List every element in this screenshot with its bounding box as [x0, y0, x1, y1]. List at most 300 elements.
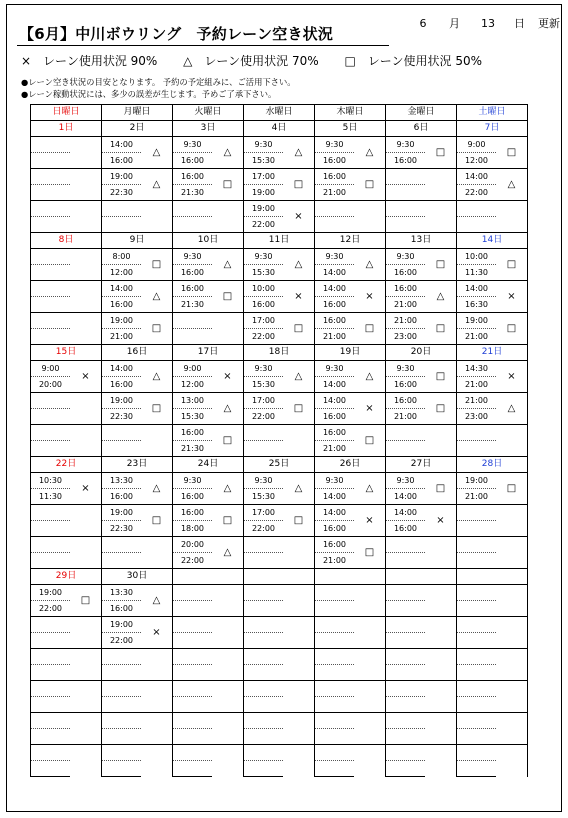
- slot-end-time: 14:00: [386, 489, 426, 505]
- slot-status: [212, 649, 244, 681]
- slot-end-time: 15:30: [173, 409, 213, 425]
- slot-start-time: [386, 169, 426, 185]
- update-day-unit: 日: [514, 17, 525, 30]
- slot-status: □: [141, 393, 173, 425]
- date-row: [31, 233, 528, 249]
- slot-end-time: [386, 441, 426, 457]
- slot-end-time: [457, 761, 497, 777]
- slot-start-time: [386, 745, 426, 761]
- slot-start-time: 17:00: [244, 313, 284, 329]
- slot-end-time: 23:00: [457, 409, 497, 425]
- slot-start-time: 19:00: [102, 393, 142, 409]
- slot-start-time: [31, 617, 71, 633]
- slot-start-time: [102, 537, 142, 553]
- slot-end-time: 21:30: [173, 185, 213, 201]
- slot-end-time: 21:00: [102, 329, 142, 345]
- slot-start-time: 16:00: [315, 537, 355, 553]
- slot-end-time: [31, 761, 71, 777]
- slot-status: [425, 585, 457, 617]
- date-cell: 30日: [102, 569, 173, 585]
- slot-row-start: [31, 473, 528, 489]
- slot-status: [283, 585, 315, 617]
- slot-end-time: 12:00: [102, 265, 142, 281]
- slot-end-time: 16:00: [315, 409, 355, 425]
- notes: [21, 76, 296, 100]
- slot-end-time: 16:00: [315, 521, 355, 537]
- update-month: 6: [419, 17, 427, 30]
- slot-status: [283, 649, 315, 681]
- slot-status: [496, 505, 528, 537]
- slot-end-time: 22:00: [31, 601, 71, 617]
- slot-start-time: [31, 249, 71, 265]
- slot-end-time: [31, 329, 71, 345]
- slot-end-time: 21:00: [315, 553, 355, 569]
- slot-end-time: 19:00: [244, 185, 284, 201]
- slot-status: [283, 745, 315, 777]
- slot-end-time: [31, 633, 71, 649]
- slot-end-time: [386, 665, 426, 681]
- date-cell: 28日: [457, 457, 528, 473]
- slot-status: [425, 713, 457, 745]
- slot-start-time: 17:00: [244, 505, 284, 521]
- slot-end-time: [386, 697, 426, 713]
- slot-end-time: [386, 185, 426, 201]
- slot-status: □: [425, 137, 457, 169]
- slot-end-time: [102, 761, 142, 777]
- slot-status: [496, 201, 528, 233]
- slot-start-time: [173, 681, 213, 697]
- slot-status: [496, 425, 528, 457]
- slot-status: [212, 201, 244, 233]
- date-cell: 7日: [457, 121, 528, 137]
- slot-status: [70, 537, 102, 569]
- slot-status: △: [212, 473, 244, 505]
- slot-end-time: 15:30: [244, 265, 284, 281]
- slot-start-time: [315, 201, 355, 217]
- slot-status: [141, 681, 173, 713]
- slot-start-time: [173, 617, 213, 633]
- slot-end-time: [457, 697, 497, 713]
- slot-start-time: 13:30: [102, 473, 142, 489]
- slot-start-time: [457, 505, 497, 521]
- slot-end-time: 21:00: [457, 489, 497, 505]
- slot-start-time: [457, 681, 497, 697]
- slot-status: △: [283, 249, 315, 281]
- slot-start-time: [173, 585, 213, 601]
- slot-status: △: [496, 393, 528, 425]
- note-2: ●レーン稼動状況には、多少の誤差が生じます。予めご了承下さい。: [21, 89, 277, 99]
- slot-end-time: [102, 665, 142, 681]
- slot-start-time: 14:00: [457, 281, 497, 297]
- slot-start-time: 14:00: [386, 505, 426, 521]
- slot-end-time: 14:00: [315, 489, 355, 505]
- slot-start-time: 14:00: [457, 169, 497, 185]
- slot-status: [70, 649, 102, 681]
- slot-end-time: [31, 697, 71, 713]
- slot-start-time: [457, 201, 497, 217]
- date-cell: [315, 569, 386, 585]
- slot-start-time: 21:00: [386, 313, 426, 329]
- slot-end-time: 12:00: [457, 153, 497, 169]
- slot-status: □: [425, 393, 457, 425]
- slot-end-time: 21:00: [315, 441, 355, 457]
- slot-end-time: 22:00: [244, 217, 284, 233]
- slot-start-time: 19:00: [102, 313, 142, 329]
- slot-end-time: 16:30: [457, 297, 497, 313]
- date-cell: 23日: [102, 457, 173, 473]
- slot-start-time: 9:30: [315, 249, 355, 265]
- slot-end-time: [173, 697, 213, 713]
- slot-start-time: [244, 617, 284, 633]
- slot-status: △: [283, 473, 315, 505]
- slot-row-start: [31, 201, 528, 217]
- slot-end-time: [244, 633, 284, 649]
- date-cell: [173, 569, 244, 585]
- slot-status: △: [283, 361, 315, 393]
- slot-status: ×: [141, 617, 173, 649]
- slot-start-time: [386, 649, 426, 665]
- slot-start-time: 16:00: [173, 169, 213, 185]
- slot-end-time: 16:00: [386, 377, 426, 393]
- slot-end-time: 22:00: [244, 329, 284, 345]
- slot-status: ×: [212, 361, 244, 393]
- slot-status: △: [283, 137, 315, 169]
- slot-start-time: [102, 201, 142, 217]
- slot-end-time: 11:30: [457, 265, 497, 281]
- slot-end-time: 21:00: [315, 329, 355, 345]
- slot-end-time: [244, 729, 284, 745]
- slot-status: □: [212, 425, 244, 457]
- legend-full: × レーン使用状況 90%: [21, 54, 158, 68]
- slot-end-time: 16:00: [102, 153, 142, 169]
- slot-start-time: [244, 537, 284, 553]
- slot-start-time: 17:00: [244, 169, 284, 185]
- slot-end-time: [315, 217, 355, 233]
- slot-end-time: 14:00: [315, 377, 355, 393]
- slot-end-time: 16:00: [386, 521, 426, 537]
- slot-start-time: [31, 313, 71, 329]
- slot-status: □: [212, 505, 244, 537]
- slot-status: [70, 137, 102, 169]
- slot-start-time: [173, 649, 213, 665]
- slot-start-time: [457, 649, 497, 665]
- slot-end-time: 16:00: [173, 265, 213, 281]
- slot-status: [70, 617, 102, 649]
- slot-end-time: [31, 665, 71, 681]
- slot-status: □: [496, 137, 528, 169]
- slot-status: [283, 425, 315, 457]
- slot-start-time: 9:30: [315, 361, 355, 377]
- slot-row-start: [31, 745, 528, 761]
- slot-row-start: [31, 681, 528, 697]
- slot-status: [141, 201, 173, 233]
- slot-status: [425, 537, 457, 569]
- slot-status: □: [283, 393, 315, 425]
- slot-start-time: 13:00: [173, 393, 213, 409]
- slot-start-time: [173, 201, 213, 217]
- slot-start-time: 8:00: [102, 249, 142, 265]
- slot-status: [70, 745, 102, 777]
- slot-status: ×: [283, 281, 315, 313]
- slot-start-time: 19:00: [31, 585, 71, 601]
- slot-start-time: 9:30: [386, 361, 426, 377]
- slot-status: □: [283, 313, 315, 345]
- slot-status: △: [425, 281, 457, 313]
- slot-start-time: [102, 681, 142, 697]
- slot-status: △: [141, 169, 173, 201]
- slot-start-time: [315, 713, 355, 729]
- slot-end-time: [315, 697, 355, 713]
- slot-end-time: 22:00: [244, 409, 284, 425]
- slot-start-time: [102, 745, 142, 761]
- slot-status: [496, 713, 528, 745]
- slot-start-time: 9:30: [315, 473, 355, 489]
- slot-status: [70, 681, 102, 713]
- slot-status: [141, 537, 173, 569]
- calendar-table: [30, 104, 528, 777]
- slot-row-start: [31, 281, 528, 297]
- slot-end-time: 16:00: [102, 489, 142, 505]
- slot-end-time: 16:00: [102, 377, 142, 393]
- slot-start-time: [244, 745, 284, 761]
- slot-status: [283, 681, 315, 713]
- slot-status: △: [141, 585, 173, 617]
- slot-start-time: [102, 713, 142, 729]
- slot-status: [70, 313, 102, 345]
- slot-end-time: [386, 601, 426, 617]
- slot-start-time: 16:00: [315, 425, 355, 441]
- slot-end-time: [173, 729, 213, 745]
- slot-status: □: [70, 585, 102, 617]
- slot-status: [425, 745, 457, 777]
- slot-row-start: [31, 393, 528, 409]
- slot-start-time: 9:30: [244, 249, 284, 265]
- note-1: ●レーン空き状況の目安となります。 予約の予定組みに、ご活用下さい。: [21, 77, 296, 87]
- slot-start-time: [31, 201, 71, 217]
- slot-status: □: [141, 313, 173, 345]
- slot-start-time: [315, 617, 355, 633]
- date-cell: 10日: [173, 233, 244, 249]
- date-cell: 5日: [315, 121, 386, 137]
- slot-end-time: [173, 217, 213, 233]
- slot-start-time: [457, 537, 497, 553]
- slot-status: [70, 201, 102, 233]
- slot-start-time: 14:00: [102, 361, 142, 377]
- slot-start-time: 19:00: [102, 505, 142, 521]
- slot-end-time: [31, 729, 71, 745]
- legend: [21, 52, 504, 69]
- slot-status: △: [354, 361, 386, 393]
- update-month-unit: 月: [449, 17, 460, 30]
- slot-start-time: 16:00: [315, 313, 355, 329]
- slot-status: ×: [354, 393, 386, 425]
- slot-status: [212, 681, 244, 713]
- slot-start-time: [386, 681, 426, 697]
- slot-end-time: [386, 633, 426, 649]
- slot-start-time: [457, 425, 497, 441]
- slot-status: □: [212, 169, 244, 201]
- slot-end-time: [315, 601, 355, 617]
- slot-end-time: 21:30: [173, 441, 213, 457]
- slot-end-time: 15:30: [244, 153, 284, 169]
- date-cell: 11日: [244, 233, 315, 249]
- slot-start-time: 21:00: [457, 393, 497, 409]
- slot-status: [283, 537, 315, 569]
- slot-start-time: [315, 649, 355, 665]
- slot-start-time: [386, 713, 426, 729]
- date-cell: 3日: [173, 121, 244, 137]
- slot-end-time: 22:30: [102, 185, 142, 201]
- slot-status: ×: [496, 281, 528, 313]
- slot-end-time: [315, 729, 355, 745]
- slot-end-time: 16:00: [386, 153, 426, 169]
- update-label: 更新: [538, 17, 560, 30]
- date-cell: 4日: [244, 121, 315, 137]
- slot-end-time: 20:00: [31, 377, 71, 393]
- legend-busy: △ レーン使用状況 70%: [183, 54, 319, 68]
- slot-status: △: [212, 537, 244, 569]
- slot-status: [70, 505, 102, 537]
- slot-start-time: 9:30: [173, 137, 213, 153]
- slot-end-time: [173, 761, 213, 777]
- slot-status: [496, 537, 528, 569]
- slot-start-time: [244, 681, 284, 697]
- slot-start-time: 9:30: [315, 137, 355, 153]
- slot-status: ×: [283, 201, 315, 233]
- slot-start-time: [31, 649, 71, 665]
- slot-start-time: 19:00: [244, 201, 284, 217]
- slot-end-time: [386, 729, 426, 745]
- slot-start-time: 16:00: [173, 505, 213, 521]
- date-cell: 17日: [173, 345, 244, 361]
- slot-end-time: [386, 761, 426, 777]
- date-cell: 26日: [315, 457, 386, 473]
- slot-end-time: [31, 297, 71, 313]
- slot-start-time: [173, 745, 213, 761]
- slot-status: □: [212, 281, 244, 313]
- slot-end-time: 18:00: [173, 521, 213, 537]
- slot-end-time: [31, 521, 71, 537]
- slot-status: [70, 169, 102, 201]
- date-row: [31, 457, 528, 473]
- slot-start-time: 19:00: [102, 169, 142, 185]
- slot-start-time: 16:00: [386, 393, 426, 409]
- date-cell: 12日: [315, 233, 386, 249]
- slot-status: [141, 649, 173, 681]
- slot-status: [141, 425, 173, 457]
- slot-end-time: 22:00: [457, 185, 497, 201]
- weekday-3: 水曜日: [244, 105, 315, 121]
- slot-status: ×: [496, 361, 528, 393]
- slot-start-time: 10:30: [31, 473, 71, 489]
- slot-start-time: 9:30: [244, 361, 284, 377]
- slot-status: □: [496, 473, 528, 505]
- slot-end-time: [102, 729, 142, 745]
- date-cell: [386, 569, 457, 585]
- slot-start-time: 14:00: [102, 281, 142, 297]
- slot-start-time: 9:00: [31, 361, 71, 377]
- slot-start-time: [244, 713, 284, 729]
- slot-status: [496, 745, 528, 777]
- weekday-6: 土曜日: [457, 105, 528, 121]
- slot-start-time: [457, 585, 497, 601]
- slot-start-time: 9:30: [386, 249, 426, 265]
- slot-end-time: [244, 601, 284, 617]
- slot-status: [496, 617, 528, 649]
- slot-status: △: [496, 169, 528, 201]
- slot-end-time: [102, 441, 142, 457]
- slot-status: [283, 713, 315, 745]
- slot-row-start: [31, 249, 528, 265]
- slot-start-time: [102, 649, 142, 665]
- slot-status: [496, 681, 528, 713]
- slot-end-time: 22:00: [102, 633, 142, 649]
- slot-status: [141, 745, 173, 777]
- slot-end-time: 21:00: [457, 329, 497, 345]
- slot-end-time: 16:00: [173, 153, 213, 169]
- slot-end-time: [102, 553, 142, 569]
- slot-start-time: 9:30: [173, 473, 213, 489]
- slot-status: [212, 745, 244, 777]
- slot-start-time: [386, 537, 426, 553]
- slot-status: [425, 681, 457, 713]
- slot-status: ×: [354, 281, 386, 313]
- slot-start-time: [386, 425, 426, 441]
- weekday-0: 日曜日: [31, 105, 102, 121]
- date-cell: 24日: [173, 457, 244, 473]
- date-cell: [244, 569, 315, 585]
- slot-end-time: [457, 601, 497, 617]
- slot-start-time: 16:00: [173, 425, 213, 441]
- date-cell: 1日: [31, 121, 102, 137]
- slot-start-time: [315, 585, 355, 601]
- slot-end-time: 16:00: [386, 265, 426, 281]
- date-row: [31, 345, 528, 361]
- slot-status: [212, 617, 244, 649]
- slot-end-time: [457, 729, 497, 745]
- slot-end-time: 14:00: [315, 265, 355, 281]
- page-title: 【6月】中川ボウリング 予約レーン空き状況: [19, 25, 334, 43]
- slot-start-time: [315, 681, 355, 697]
- slot-end-time: [386, 217, 426, 233]
- slot-status: [425, 617, 457, 649]
- slot-start-time: 10:00: [457, 249, 497, 265]
- slot-start-time: 14:00: [315, 505, 355, 521]
- slot-start-time: [173, 713, 213, 729]
- slot-start-time: 14:00: [315, 281, 355, 297]
- date-cell: 6日: [386, 121, 457, 137]
- slot-end-time: [31, 409, 71, 425]
- slot-start-time: [31, 745, 71, 761]
- slot-end-time: 12:00: [173, 377, 213, 393]
- slot-row-start: [31, 617, 528, 633]
- slot-status: ×: [70, 473, 102, 505]
- slot-start-time: 9:00: [457, 137, 497, 153]
- slot-row-start: [31, 169, 528, 185]
- slot-status: [354, 649, 386, 681]
- slot-end-time: 16:00: [244, 297, 284, 313]
- slot-status: ×: [425, 505, 457, 537]
- date-cell: 14日: [457, 233, 528, 249]
- slot-start-time: [386, 617, 426, 633]
- slot-status: △: [354, 473, 386, 505]
- slot-end-time: 21:00: [386, 297, 426, 313]
- slot-status: [70, 393, 102, 425]
- slot-end-time: [457, 553, 497, 569]
- slot-status: ×: [70, 361, 102, 393]
- slot-status: [212, 713, 244, 745]
- slot-start-time: 9:00: [173, 361, 213, 377]
